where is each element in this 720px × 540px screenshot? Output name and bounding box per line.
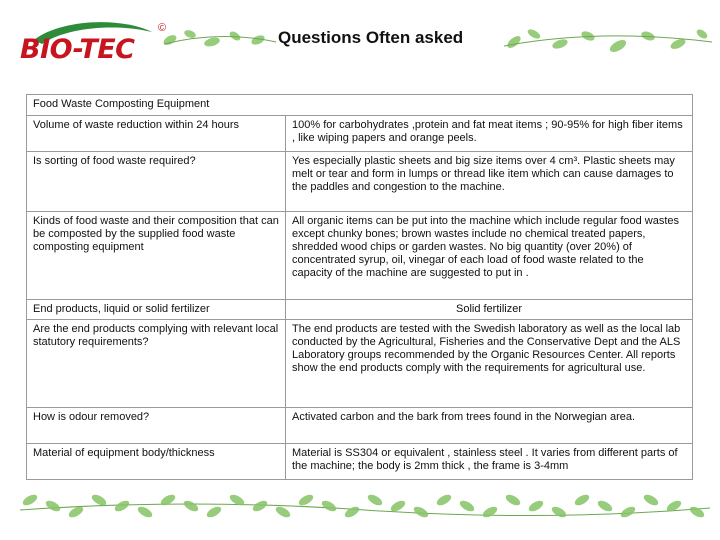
leaf-icon [573,493,591,508]
leaf-icon [320,499,338,514]
leaf-sprigs-decoration-icon [160,20,280,60]
leaf-border-decoration-icon [20,484,710,530]
leaf-icon [136,505,154,520]
leaf-icon [550,505,568,520]
table-row [27,300,693,320]
leaf-icon [251,499,269,514]
answer-cell: The end products are tested with the Swedish laboratory as well as the local lab conducted by the Agricultural, Fisheries and the Conservative Dept and the ALS Laboratory groups recommended by the Organic Resources Center. All reports show the end products comply with the requirements for agricultural use. [286,320,693,408]
answer-cell: 100% for carbohydrates ,protein and fat meat items ; 90-95% for high fiber items , like wiping papers and orange peels. [286,116,693,152]
leaf-icon [44,499,62,514]
answer-cell: All organic items can be put into the machine which include regular food wastes except chunky bones; brown wastes include no chemical treated papers, shredded wood chips or garden wastes. No big quantity (over 20%) of concentrated syrup, oil, vinegar of each load of food waste related to the capacity of the machine are suggested to put in . [286,212,693,300]
leaf-icon [228,493,246,508]
table-row [27,444,693,480]
table-row [27,408,693,444]
table-row [27,116,693,152]
answer-cell: Yes especially plastic sheets and big size items over 4 cm³. Plastic sheets may melt or tear and form in lumps or thread like item which can cause damages to the paddles and congestion to the machine. [286,152,693,212]
table-header: Food Waste Composting Equipment [27,95,693,116]
table-row [27,212,693,300]
leaf-icon [596,499,614,514]
leaf-icon [412,505,430,520]
question-cell: End products, liquid or solid fertilizer [27,300,286,320]
leaf-sprigs-decoration-icon [500,18,715,63]
leaf-icon [458,499,476,514]
leaf-icon [642,493,660,508]
question-cell: Kinds of food waste and their composition that can be composted by the supplied food waste composting equipment [27,212,286,300]
leaf-icon [274,505,292,520]
answer-cell: Activated carbon and the bark from trees found in the Norwegian area. [286,408,693,444]
leaf-icon [205,505,223,520]
leaf-icon [182,499,200,514]
page-title: Questions Often asked [278,28,464,47]
registered-mark: © [158,22,167,34]
bio-tec-logo [16,18,166,68]
answer-cell: Material is SS304 or equivalent , stainless steel . It varies from different parts of the machine; the body is 2mm thick , the frame is 3-4mm [286,444,693,480]
question-cell: Volume of waste reduction within 24 hours [27,116,286,152]
leaf-icon [159,493,177,508]
leaf-icon [504,493,522,508]
leaf-icon [527,499,545,514]
leaf-icon [688,505,706,520]
answer-cell: Solid fertilizer [286,300,693,320]
question-cell: How is odour removed? [27,408,286,444]
leaf-icon [366,493,384,508]
leaf-icon [21,493,39,508]
leaf-icon [481,505,499,520]
leaf-icon [619,505,637,520]
faq-table [26,94,693,480]
table-row [27,152,693,212]
question-cell: Are the end products complying with relevant local statutory requirements? [27,320,286,408]
logo-text: BIO-TEC [20,34,135,65]
question-cell: Material of equipment body/thickness [27,444,286,480]
leaf-icon [435,493,453,508]
leaf-icon [113,499,131,514]
leaf-icon [297,493,315,508]
question-cell: Is sorting of food waste required? [27,152,286,212]
table-row [27,320,693,408]
leaf-icon [343,505,361,520]
table-header-row [27,95,693,116]
